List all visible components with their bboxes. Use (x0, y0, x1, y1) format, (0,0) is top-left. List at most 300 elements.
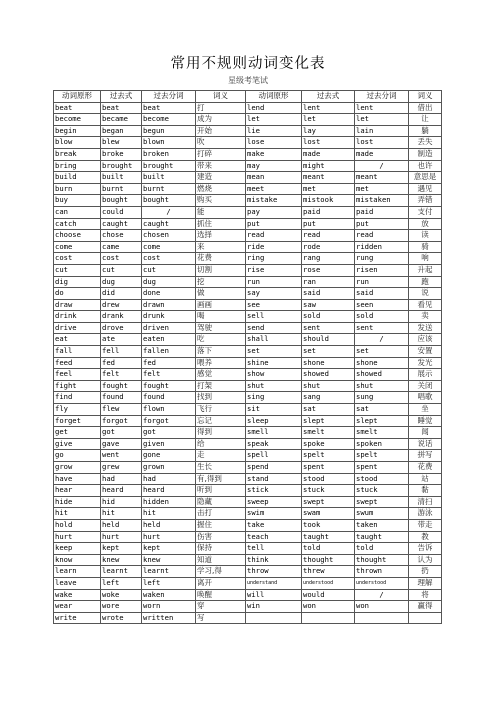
base-form-cell: sit (246, 404, 302, 416)
past-tense-cell: ran (302, 276, 355, 288)
table-row (54, 369, 442, 381)
base-form-cell: hold (54, 519, 101, 531)
base-form-cell: sell (246, 311, 302, 323)
base-form-cell: will (246, 589, 302, 601)
past-tense-cell: understood (302, 577, 355, 589)
table-row (54, 206, 442, 218)
table-row (54, 125, 442, 137)
table-row (54, 299, 442, 311)
meaning-cell: 学习,得 (196, 566, 246, 578)
past-participle-cell: shut (355, 380, 409, 392)
table-row (54, 404, 442, 416)
table-row (54, 462, 442, 474)
header-cell: 动词原形 (54, 91, 101, 103)
meaning-cell: 生长 (196, 462, 246, 474)
past-participle-cell: flown (142, 404, 196, 416)
meaning-cell: 安置 (409, 346, 442, 358)
meaning-cell: 理解 (409, 577, 442, 589)
base-form-cell: eat (54, 334, 101, 346)
past-participle-cell: fought (142, 380, 196, 392)
table-row (54, 148, 442, 160)
meaning-cell: 响 (409, 253, 442, 265)
past-tense-cell: found (101, 392, 142, 404)
table-row (54, 380, 442, 392)
meaning-cell: 看见 (409, 299, 442, 311)
meaning-cell: 教 (409, 531, 442, 543)
past-participle-cell: found (142, 392, 196, 404)
past-participle-cell: caught (142, 218, 196, 230)
past-participle-cell: fallen (142, 346, 196, 358)
past-participle-cell: drawn (142, 299, 196, 311)
base-form-cell: cut (54, 264, 101, 276)
table-row (54, 114, 442, 126)
past-participle-cell: hit (142, 508, 196, 520)
base-form-cell: put (246, 218, 302, 230)
base-form-cell: shall (246, 334, 302, 346)
base-form-cell: find (54, 392, 101, 404)
meaning-cell: 喂养 (196, 357, 246, 369)
past-tense-cell: came (101, 241, 142, 253)
past-tense-cell: might (302, 160, 355, 172)
base-form-cell: give (54, 438, 101, 450)
table-row (54, 230, 442, 242)
base-form-cell: choose (54, 230, 101, 242)
meaning-cell: 展示 (409, 369, 442, 381)
past-participle-cell: shone (355, 357, 409, 369)
past-participle-cell: paid (355, 206, 409, 218)
past-participle-cell: chosen (142, 230, 196, 242)
past-participle-cell: slept (355, 415, 409, 427)
meaning-cell: 伤害 (196, 531, 246, 543)
base-form-cell: mistake (246, 195, 302, 207)
past-participle-cell: forgot (142, 415, 196, 427)
meaning-cell: 打 (196, 102, 246, 114)
table-row (54, 427, 442, 439)
past-participle-cell: lent (355, 102, 409, 114)
past-tense-cell: stood (302, 473, 355, 485)
header-cell: 过去分词 (355, 91, 409, 103)
meaning-cell: 制造 (409, 148, 442, 160)
base-form-cell: lie (246, 125, 302, 137)
meaning-cell: 花费 (196, 253, 246, 265)
past-participle-cell: sent (355, 322, 409, 334)
meaning-cell: 升起 (409, 264, 442, 276)
base-form-cell: learn (54, 566, 101, 578)
past-tense-cell: gave (101, 438, 142, 450)
base-form-cell: say (246, 288, 302, 300)
base-form-cell: draw (54, 299, 101, 311)
table-row (54, 102, 442, 114)
meaning-cell: 做 (196, 288, 246, 300)
page-subtitle: 星级考笔试 (228, 76, 268, 85)
past-participle-cell: left (142, 577, 196, 589)
meaning-cell: 切割 (196, 264, 246, 276)
past-tense-cell: threw (302, 566, 355, 578)
past-tense-cell: drank (101, 311, 142, 323)
past-tense-cell: woke (101, 589, 142, 601)
base-form-cell: begin (54, 125, 101, 137)
base-form-cell: get (54, 427, 101, 439)
meaning-cell: 意思是 (409, 172, 442, 184)
meaning-cell: 清扫 (409, 496, 442, 508)
past-tense-cell: blew (101, 137, 142, 149)
meaning-cell: 发送 (409, 322, 442, 334)
meaning-cell: 打碎 (196, 148, 246, 160)
table-row (54, 577, 442, 589)
past-participle-cell: risen (355, 264, 409, 276)
past-tense-cell: told (302, 543, 355, 555)
base-form-cell: teach (246, 531, 302, 543)
past-participle-cell: mistaken (355, 195, 409, 207)
past-tense-cell: took (302, 519, 355, 531)
past-participle-cell: meant (355, 172, 409, 184)
past-tense-cell: lost (302, 137, 355, 149)
base-form-cell: come (54, 241, 101, 253)
base-form-cell: fall (54, 346, 101, 358)
meaning-cell: 站 (409, 473, 442, 485)
past-tense-cell: hurt (101, 531, 142, 543)
meaning-cell: 听到 (196, 485, 246, 497)
base-form-cell: write (54, 612, 101, 624)
past-participle-cell: given (142, 438, 196, 450)
past-tense-cell: mistook (302, 195, 355, 207)
meaning-cell: 告诉 (409, 543, 442, 555)
header-cell: 词义 (196, 91, 246, 103)
meaning-cell: 吹 (196, 137, 246, 149)
base-form-cell: fly (54, 404, 101, 416)
base-form-cell: have (54, 473, 101, 485)
meaning-cell: 来 (196, 241, 246, 253)
past-tense-cell: could (101, 206, 142, 218)
base-form-cell: rise (246, 264, 302, 276)
base-form-cell: shut (246, 380, 302, 392)
table-row (54, 415, 442, 427)
past-tense-cell: made (302, 148, 355, 160)
past-tense-cell: stuck (302, 485, 355, 497)
past-tense-cell: won (302, 601, 355, 613)
past-participle-cell: made (355, 148, 409, 160)
past-participle-cell: come (142, 241, 196, 253)
meaning-cell: 关闭 (409, 380, 442, 392)
past-tense-cell: felt (101, 369, 142, 381)
meaning-cell: 发光 (409, 357, 442, 369)
past-tense-cell: bought (101, 195, 142, 207)
meaning-cell: 睡觉 (409, 415, 442, 427)
base-form-cell: sleep (246, 415, 302, 427)
past-participle-cell: spelt (355, 450, 409, 462)
past-tense-cell: began (101, 125, 142, 137)
base-form-cell: become (54, 114, 101, 126)
past-participle-cell: spoken (355, 438, 409, 450)
base-form-cell: send (246, 322, 302, 334)
meaning-cell: 建造 (196, 172, 246, 184)
past-participle-cell: stuck (355, 485, 409, 497)
past-participle-cell: put (355, 218, 409, 230)
meaning-cell: 支付 (409, 206, 442, 218)
past-participle-cell: let (355, 114, 409, 126)
meaning-cell: 知道 (196, 554, 246, 566)
past-tense-cell: spent (302, 462, 355, 474)
past-participle-cell: cut (142, 264, 196, 276)
base-form-cell: make (246, 148, 302, 160)
meaning-cell: 应该 (409, 334, 442, 346)
meaning-cell: 握住 (196, 519, 246, 531)
past-participle-cell: thrown (355, 566, 409, 578)
past-tense-cell: drew (101, 299, 142, 311)
meaning-cell: 带来 (196, 160, 246, 172)
meaning-cell: 遇见 (409, 183, 442, 195)
table-row (54, 589, 442, 601)
base-form-cell: think (246, 554, 302, 566)
meaning-cell: 骑 (409, 241, 442, 253)
past-tense-cell: rang (302, 253, 355, 265)
past-tense-cell: did (101, 288, 142, 300)
past-participle-cell: written (142, 612, 196, 624)
past-participle-cell: begun (142, 125, 196, 137)
past-participle-cell: read (355, 230, 409, 242)
past-tense-cell: let (302, 114, 355, 126)
base-form-cell: let (246, 114, 302, 126)
table-row (54, 438, 442, 450)
past-participle-cell: bought (142, 195, 196, 207)
table-row (54, 601, 442, 613)
meaning-cell: 找到 (196, 392, 246, 404)
meaning-cell: 给 (196, 438, 246, 450)
past-tense-cell: rose (302, 264, 355, 276)
table-row (54, 450, 442, 462)
meaning-cell: 扔 (409, 566, 442, 578)
meaning-cell: 放 (409, 218, 442, 230)
base-form-cell: catch (54, 218, 101, 230)
past-tense-cell: spoke (302, 438, 355, 450)
past-tense-cell: read (302, 230, 355, 242)
table-row (54, 137, 442, 149)
past-participle-cell: won (355, 601, 409, 613)
past-participle-cell: thought (355, 554, 409, 566)
meaning-cell: 花费 (409, 462, 442, 474)
past-tense-cell: built (101, 172, 142, 184)
past-participle-cell: met (355, 183, 409, 195)
past-tense-cell: saw (302, 299, 355, 311)
meaning-cell: 唱歌 (409, 392, 442, 404)
base-form-cell: mean (246, 172, 302, 184)
past-tense-cell: smelt (302, 427, 355, 439)
base-form-cell: hit (54, 508, 101, 520)
past-participle-cell: broken (142, 148, 196, 160)
past-tense-cell: grew (101, 462, 142, 474)
past-tense-cell: set (302, 346, 355, 358)
past-tense-cell: meant (302, 172, 355, 184)
base-form-cell: lose (246, 137, 302, 149)
past-tense-cell: hit (101, 508, 142, 520)
base-form-cell: burn (54, 183, 101, 195)
past-participle-cell: hidden (142, 496, 196, 508)
past-participle-cell: / (142, 206, 196, 218)
past-tense-cell: burnt (101, 183, 142, 195)
base-form-cell: know (54, 554, 101, 566)
past-participle-cell: hurt (142, 531, 196, 543)
past-tense-cell: rode (302, 241, 355, 253)
past-tense-cell: forgot (101, 415, 142, 427)
past-participle-cell: rung (355, 253, 409, 265)
past-participle-cell: sold (355, 311, 409, 323)
past-participle-cell: sat (355, 404, 409, 416)
table-row (54, 322, 442, 334)
past-tense-cell: cost (101, 253, 142, 265)
meaning-cell: 丢失 (409, 137, 442, 149)
past-participle-cell: done (142, 288, 196, 300)
table-row (54, 485, 442, 497)
base-form-cell: grow (54, 462, 101, 474)
past-tense-cell: swept (302, 496, 355, 508)
base-form-cell: meet (246, 183, 302, 195)
meaning-cell: 吃 (196, 334, 246, 346)
past-participle-cell: worn (142, 601, 196, 613)
past-participle-cell: got (142, 427, 196, 439)
past-tense-cell: lay (302, 125, 355, 137)
past-tense-cell: chose (101, 230, 142, 242)
base-form-cell: forget (54, 415, 101, 427)
past-tense-cell: broke (101, 148, 142, 160)
meaning-cell: 得到 (196, 427, 246, 439)
table-row (54, 183, 442, 195)
past-participle-cell: felt (142, 369, 196, 381)
base-form-cell: win (246, 601, 302, 613)
base-form-cell: pay (246, 206, 302, 218)
past-tense-cell: knew (101, 554, 142, 566)
base-form-cell: hide (54, 496, 101, 508)
past-participle-cell: taken (355, 519, 409, 531)
meaning-cell: 驾驶 (196, 322, 246, 334)
meaning-cell: 游泳 (409, 508, 442, 520)
base-form-cell: stand (246, 473, 302, 485)
meaning-cell: 赢得 (409, 601, 442, 613)
base-form-cell: hurt (54, 531, 101, 543)
base-form-cell: spend (246, 462, 302, 474)
meaning-cell: 读 (409, 230, 442, 242)
base-form-cell: smell (246, 427, 302, 439)
base-form-cell: buy (54, 195, 101, 207)
table-row (54, 172, 442, 184)
past-participle-cell: seen (355, 299, 409, 311)
past-tense-cell: paid (302, 206, 355, 218)
past-tense-cell: heard (101, 485, 142, 497)
past-participle-cell: grown (142, 462, 196, 474)
past-participle-cell: ridden (355, 241, 409, 253)
base-form-cell: ride (246, 241, 302, 253)
meaning-cell: 认为 (409, 554, 442, 566)
meaning-cell: 喝 (196, 311, 246, 323)
base-form-cell: shine (246, 357, 302, 369)
past-participle-cell: had (142, 473, 196, 485)
meaning-cell: 写 (196, 612, 246, 624)
past-tense-cell: taught (302, 531, 355, 543)
past-participle-cell: become (142, 114, 196, 126)
past-tense-cell: ate (101, 334, 142, 346)
past-tense-cell: flew (101, 404, 142, 416)
past-tense-cell (302, 612, 355, 624)
base-form-cell: do (54, 288, 101, 300)
verb-table-body (54, 91, 442, 624)
base-form-cell: tell (246, 543, 302, 555)
table-row (54, 241, 442, 253)
base-form-cell: go (54, 450, 101, 462)
table-row (54, 218, 442, 230)
past-tense-cell: sent (302, 322, 355, 334)
base-form-cell: lend (246, 102, 302, 114)
table-row (54, 612, 442, 624)
base-form-cell: break (54, 148, 101, 160)
base-form-cell: wear (54, 601, 101, 613)
past-tense-cell: shut (302, 380, 355, 392)
meaning-cell: 画画 (196, 299, 246, 311)
base-form-cell: feed (54, 357, 101, 369)
past-participle-cell: eaten (142, 334, 196, 346)
past-participle-cell: learnt (142, 566, 196, 578)
header-cell: 动词原形 (246, 91, 302, 103)
base-form-cell: dig (54, 276, 101, 288)
base-form-cell: spell (246, 450, 302, 462)
past-tense-cell: fell (101, 346, 142, 358)
base-form-cell: swim (246, 508, 302, 520)
past-tense-cell: fought (101, 380, 142, 392)
base-form-cell: wake (54, 589, 101, 601)
table-row (54, 531, 442, 543)
page-title: 常用不规则动词变化表 (170, 56, 326, 72)
past-tense-cell: had (101, 473, 142, 485)
past-tense-cell: dug (101, 276, 142, 288)
table-row (54, 276, 442, 288)
past-participle-cell: drunk (142, 311, 196, 323)
table-row (54, 496, 442, 508)
past-tense-cell: caught (101, 218, 142, 230)
past-participle-cell: driven (142, 322, 196, 334)
past-tense-cell: became (101, 114, 142, 126)
past-tense-cell: met (302, 183, 355, 195)
past-participle-cell: told (355, 543, 409, 555)
header-cell: 过去式 (302, 91, 355, 103)
meaning-cell: 借出 (409, 102, 442, 114)
meaning-cell: 忘记 (196, 415, 246, 427)
past-participle-cell: stood (355, 473, 409, 485)
meaning-cell (409, 612, 442, 624)
meaning-cell: 说 (409, 288, 442, 300)
meaning-cell: 闻 (409, 427, 442, 439)
base-form-cell: throw (246, 566, 302, 578)
base-form-cell: leave (54, 577, 101, 589)
base-form-cell: cost (54, 253, 101, 265)
meaning-cell: 燃烧 (196, 183, 246, 195)
meaning-cell: 也许 (409, 160, 442, 172)
table-row (54, 253, 442, 265)
table-row (54, 195, 442, 207)
meaning-cell: 卖 (409, 311, 442, 323)
base-form-cell: fight (54, 380, 101, 392)
table-row (54, 543, 442, 555)
past-tense-cell: hid (101, 496, 142, 508)
base-form-cell: run (246, 276, 302, 288)
meaning-cell: 能 (196, 206, 246, 218)
meaning-cell: 坐 (409, 404, 442, 416)
past-tense-cell: would (302, 589, 355, 601)
base-form-cell: read (246, 230, 302, 242)
past-participle-cell: swum (355, 508, 409, 520)
past-participle-cell: gone (142, 450, 196, 462)
past-tense-cell: said (302, 288, 355, 300)
past-tense-cell: beat (101, 102, 142, 114)
base-form-cell: understand (246, 577, 302, 589)
past-participle-cell: kept (142, 543, 196, 555)
